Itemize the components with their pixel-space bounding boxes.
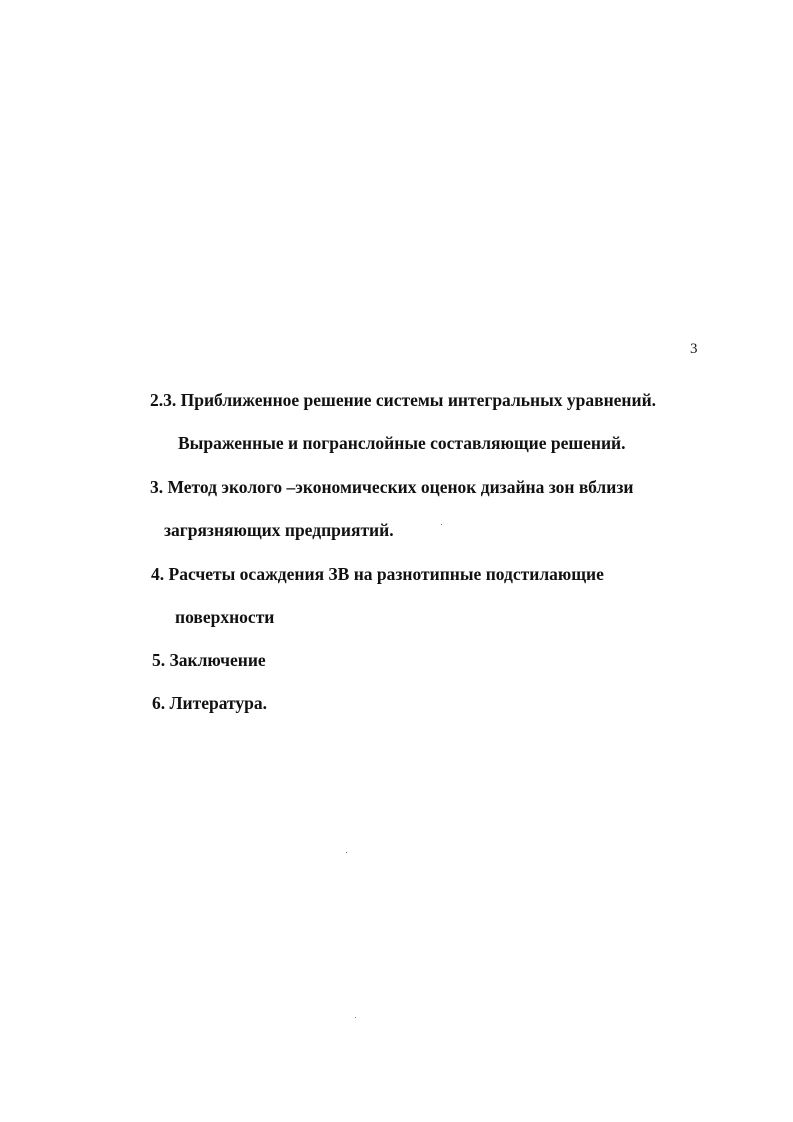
toc-item-5: 5. Заключение: [152, 650, 266, 670]
scan-speck: [355, 1017, 356, 1018]
toc-item-6: 6. Литература.: [152, 693, 267, 713]
toc-item-3-title: 3. Метод эколого –экономических оценок дизайна зон вблизи: [150, 477, 634, 497]
toc-item-2-3-title: 2.3. Приближенное решение системы интегральных уравнений.: [150, 390, 657, 410]
scan-speck: [441, 524, 442, 525]
toc-item-3-continuation: загрязняющих предприятий.: [164, 520, 394, 540]
page-number: 3: [690, 341, 698, 357]
scan-speck: [346, 852, 347, 853]
toc-item-2-3-continuation: Выраженные и погранслойные составляющие решений.: [178, 433, 626, 453]
toc-item-4-title: 4. Расчеты осаждения ЗВ на разнотипные подстилающие: [151, 564, 604, 584]
toc-item-4-continuation: поверхности: [175, 607, 275, 627]
